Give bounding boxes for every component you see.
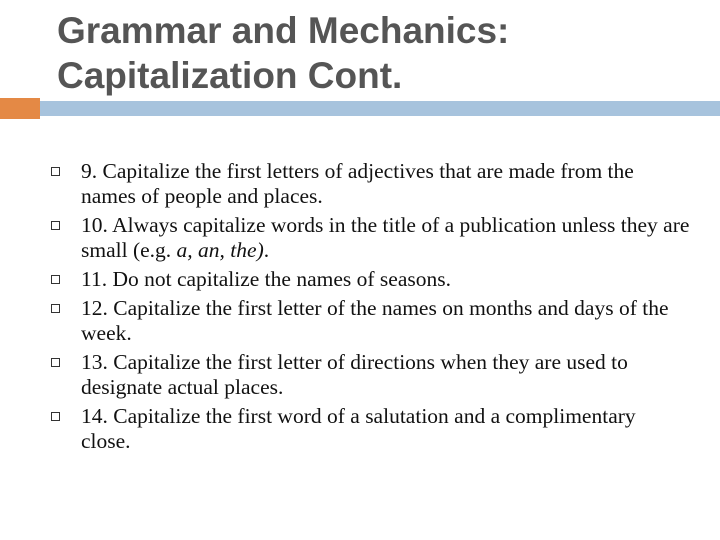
bullet-text-italic: a, an, the) xyxy=(176,238,264,262)
slide-title xyxy=(57,8,697,98)
bullet-list xyxy=(50,159,690,458)
title-accent-bar xyxy=(0,98,40,119)
bullet-text: 10. Always capitalize words in the title of a publication unless they are small (e.g. xyxy=(81,213,690,262)
bullet-text: 13. Capitalize the first letter of directions when they are used to designate actual places. xyxy=(81,350,628,399)
hollow-square-bullet-icon xyxy=(51,412,60,421)
title-divider-bar xyxy=(40,101,720,116)
list-item xyxy=(50,267,690,292)
hollow-square-bullet-icon xyxy=(51,167,60,176)
hollow-square-bullet-icon xyxy=(51,304,60,313)
slide-title-line-2: Capitalization Cont. xyxy=(57,55,403,96)
hollow-square-bullet-icon xyxy=(51,358,60,367)
bullet-text-end: . xyxy=(263,238,270,262)
hollow-square-bullet-icon xyxy=(51,275,60,284)
list-item xyxy=(50,404,690,454)
slide-title-line-1: Grammar and Mechanics: xyxy=(57,10,510,51)
list-item xyxy=(50,296,690,346)
bullet-text: 11. Do not capitalize the names of seasons. xyxy=(81,267,451,291)
list-item xyxy=(50,213,690,263)
list-item xyxy=(50,350,690,400)
bullet-text: 12. Capitalize the first letter of the names on months and days of the week. xyxy=(81,296,669,345)
list-item xyxy=(50,159,690,209)
bullet-text: 9. Capitalize the first letters of adjectives that are made from the names of people and places. xyxy=(81,159,634,208)
bullet-text: 14. Capitalize the first word of a salutation and a complimentary close. xyxy=(81,404,636,453)
hollow-square-bullet-icon xyxy=(51,221,60,230)
